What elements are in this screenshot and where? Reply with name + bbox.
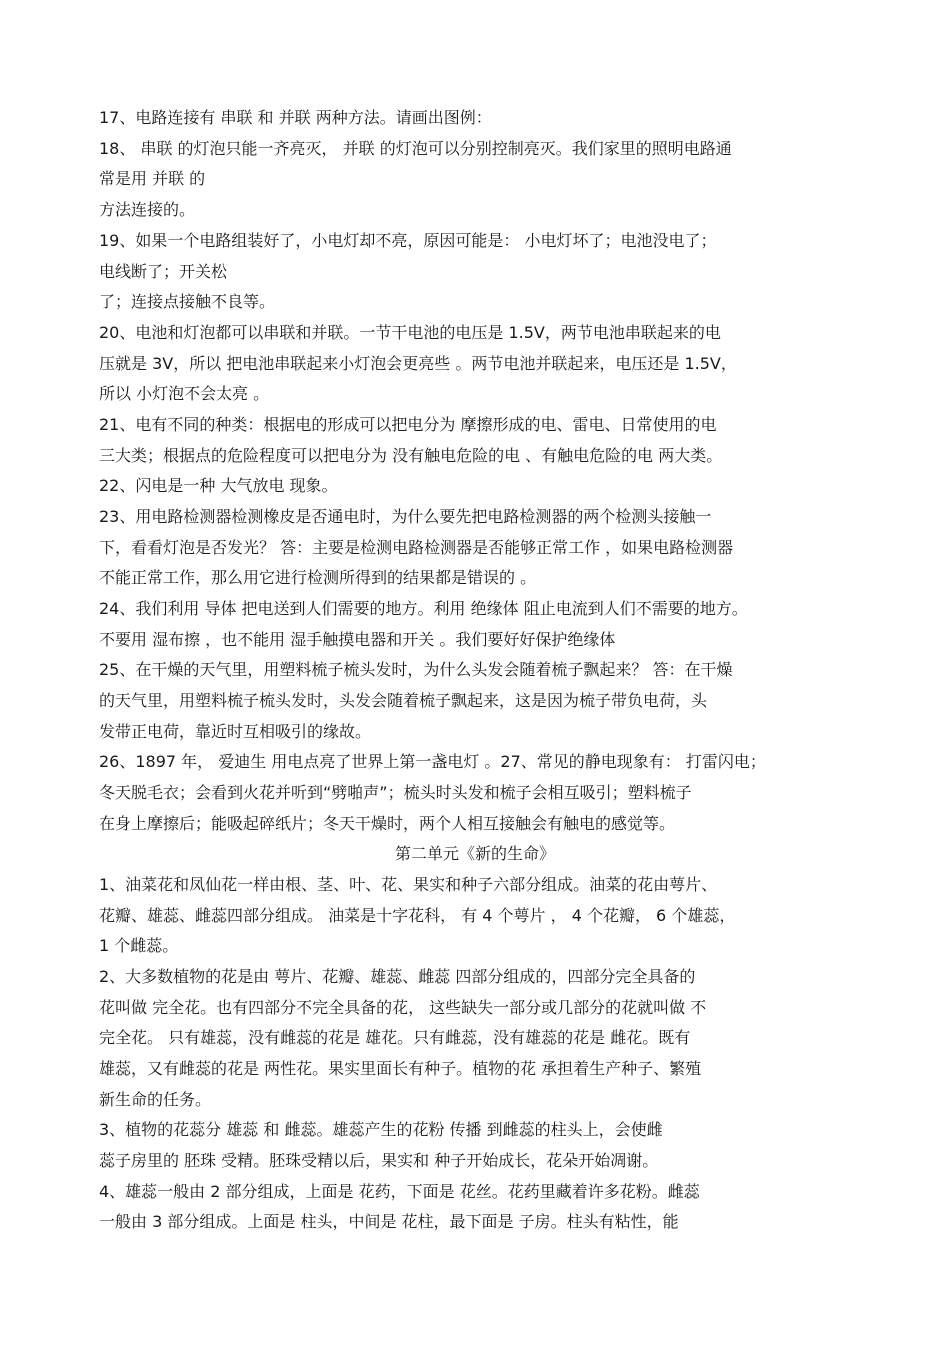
text-line: 压就是 3V，所以 把电池串联起来小灯泡会更亮些 。两节电池并联起来，电压还是 1.5V， — [99, 354, 737, 373]
text-line: 不要用 湿布擦 ，也不能用 湿手触摸电器和开关 。我们要好好保护绝缘体 — [99, 630, 616, 649]
text-line: 20、电池和灯泡都可以串联和并联。一节干电池的电压是 1.5V，两节电池串联起来的电 — [99, 323, 721, 342]
text-line: 25、在干燥的天气里，用塑料梳子梳头发时，为什么头发会随着梳子飘起来？ 答：在干燥 — [99, 660, 733, 679]
text-line: 新生命的任务。 — [99, 1090, 212, 1109]
text-line: 了；连接点接触不良等。 — [99, 292, 276, 311]
text-line: 花瓣、雄蕊、雌蕊四部分组成。 油菜是十字花科， 有 4 个萼片 ， 4 个花瓣， 6 个雄蕊， — [99, 906, 736, 925]
text-line: 冬天脱毛衣；会看到火花并听到“劈啪声”；梳头时头发和梳子会相互吸引；塑料梳子 — [99, 783, 692, 802]
text-line: 三大类；根据点的危险程度可以把电分为 没有触电危险的电 、有触电危险的电 两大类。 — [99, 446, 723, 465]
section-heading: 第二单元《新的生命》 — [394, 844, 555, 863]
text-line: 19、如果一个电路组装好了，小电灯却不亮，原因可能是： 小电灯坏了；电池没电了； — [99, 231, 717, 250]
text-line: 23、用电路检测器检测橡皮是否通电时，为什么要先把电路检测器的两个检测头接触一 — [99, 507, 712, 526]
text-line: 不能正常工作，那么用它进行检测所得到的结果都是错误的 。 — [99, 568, 537, 587]
text-line: 4、雄蕊一般由 2 部分组成，上面是 花药，下面是 花丝。花药里藏着许多花粉。雌蕊 — [99, 1182, 700, 1201]
text-line: 完全花。 只有雄蕊，没有雌蕊的花是 雄花。只有雌蕊，没有雄蕊的花是 雌花。既有 — [99, 1028, 691, 1047]
text-line: 一般由 3 部分组成。上面是 柱头，中间是 花柱，最下面是 子房。柱头有粘性，能 — [99, 1212, 679, 1231]
text-line: 蕊子房里的 胚珠 受精。胚珠受精以后，果实和 种子开始成长，花朵开始凋谢。 — [99, 1151, 659, 1170]
text-line: 1、油菜花和凤仙花一样由根、茎、叶、花、果实和种子六部分组成。油菜的花由萼片、 — [99, 875, 718, 894]
text-line: 24、我们利用 导体 把电送到人们需要的地方。利用 绝缘体 阻止电流到人们不需要的地方。 — [99, 599, 748, 618]
text-line: 17、电路连接有 串联 和 并联 两种方法。请画出图例： — [99, 108, 492, 127]
text-line: 21、电有不同的种类：根据电的形成可以把电分为 摩擦形成的电、雷电、日常使用的电 — [99, 415, 717, 434]
text-line: 的天气里，用塑料梳子梳头发时，头发会随着梳子飘起来，这是因为梳子带负电荷，头 — [99, 691, 708, 710]
text-line: 1 个雌蕊。 — [99, 936, 179, 955]
text-line: 电线断了；开关松 — [99, 262, 228, 281]
text-line: 2、大多数植物的花是由 萼片、花瓣、雄蕊、雌蕊 四部分组成的，四部分完全具备的 — [99, 967, 696, 986]
text-line: 下，看看灯泡是否发光？ 答：主要是检测电路检测器是否能够正常工作 ，如果电路检测器 — [99, 538, 734, 557]
text-line: 18、 串联 的灯泡只能一齐亮灭， 并联 的灯泡可以分别控制亮灭。我们家里的照明电路通 — [99, 139, 732, 158]
text-line: 所以 小灯泡不会太亮 。 — [99, 384, 270, 403]
text-line: 22、闪电是一种 大气放电 现象。 — [99, 476, 338, 495]
text-line: 雄蕊，又有雌蕊的花是 两性花。果实里面长有种子。植物的花 承担着生产种子、繁殖 — [99, 1059, 702, 1078]
text-line: 在身上摩擦后；能吸起碎纸片；冬天干燥时，两个人相互接触会有触电的感觉等。 — [99, 814, 676, 833]
text-line: 方法连接的。 — [99, 200, 196, 219]
text-line: 花叫做 完全花。也有四部分不完全具备的花， 这些缺失一部分或几部分的花就叫做 不 — [99, 998, 707, 1017]
text-line: 3、植物的花蕊分 雄蕊 和 雌蕊。雄蕊产生的花粉 传播 到雌蕊的柱头上，会使雌 — [99, 1120, 663, 1139]
text-line: 26、1897 年， 爱迪生 用电点亮了世界上第一盏电灯 。27、常见的静电现象有： 打雷闪电； — [99, 752, 766, 771]
text-line: 发带正电荷，靠近时互相吸引的缘故。 — [99, 722, 372, 741]
text-line: 常是用 并联 的 — [99, 169, 206, 188]
